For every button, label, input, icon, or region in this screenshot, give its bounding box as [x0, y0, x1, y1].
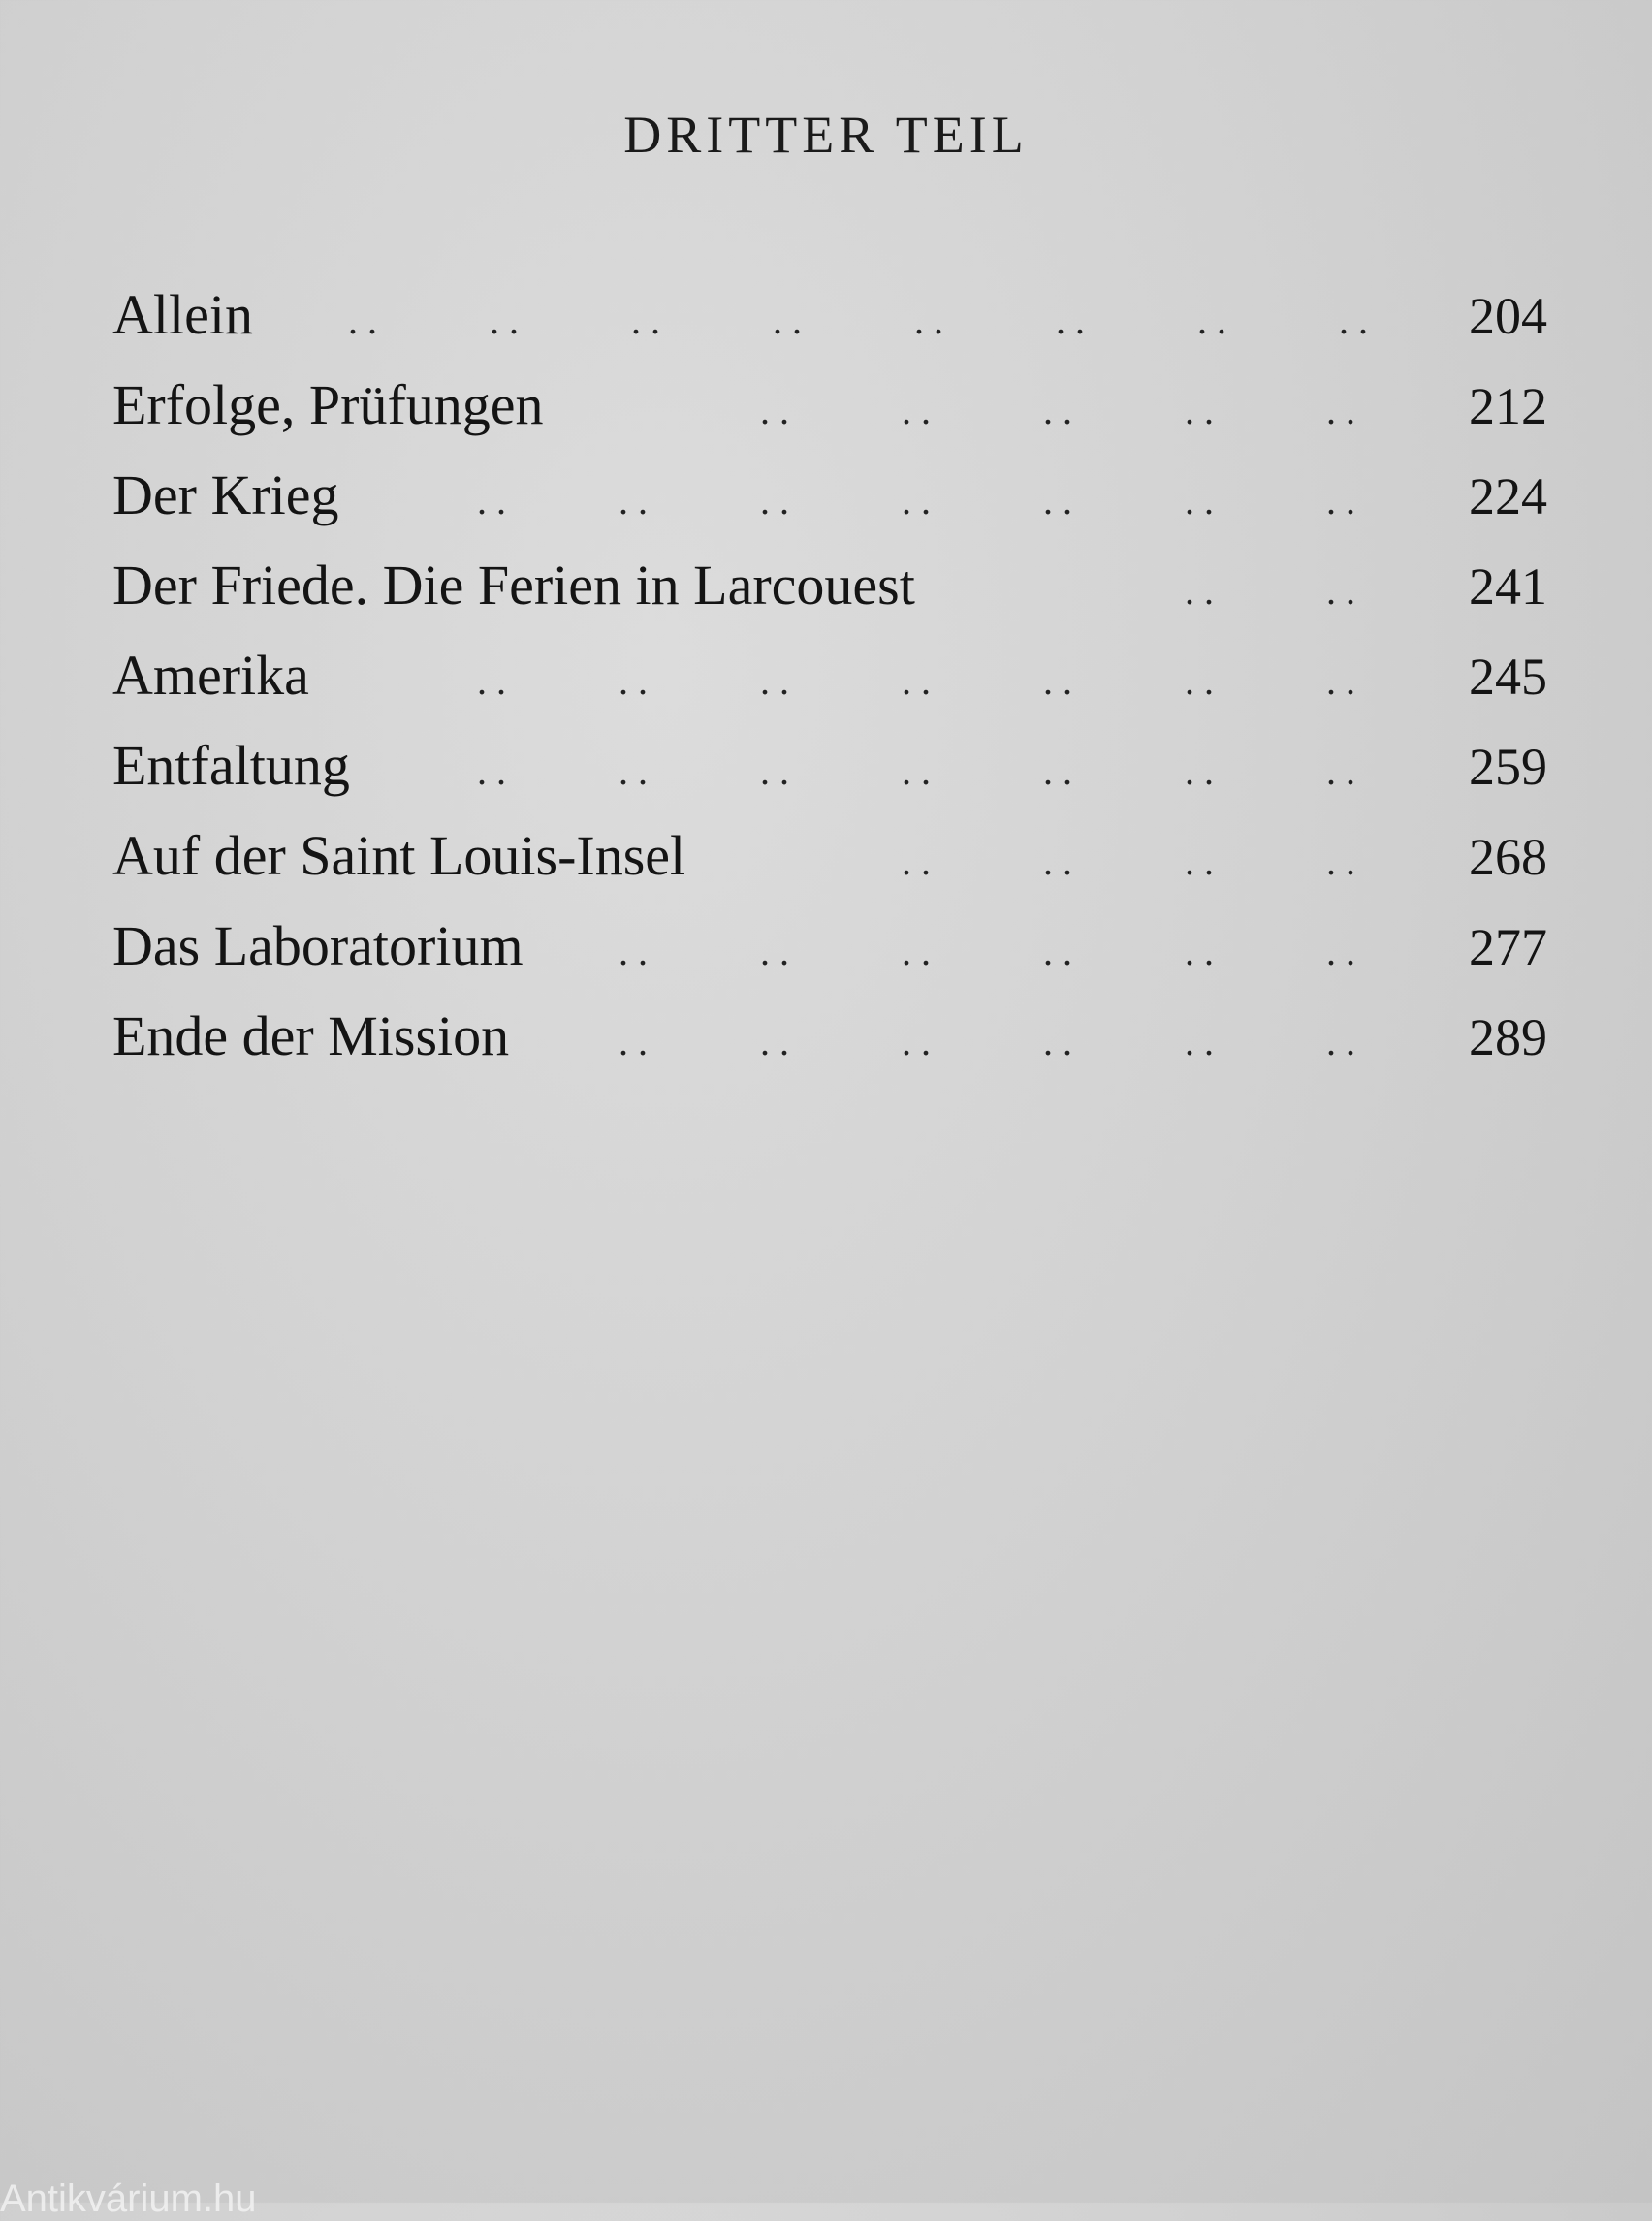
leader-dots: . . — [902, 479, 931, 523]
leader-dots: . . — [619, 749, 648, 793]
leader-dots: . . — [902, 930, 931, 973]
leader-dots: . . — [477, 479, 506, 523]
leader-dots: . . — [477, 749, 506, 793]
leader-dots: . . — [1055, 299, 1085, 342]
leader-dots: . . — [902, 840, 931, 883]
toc-entry-title: Entfaltung — [112, 734, 350, 797]
leader-dots: . . — [1043, 659, 1072, 703]
leader-dots: . . — [902, 749, 931, 793]
toc-entry — [112, 991, 1547, 1081]
toc-entry — [112, 360, 1547, 450]
leader-dots: . . — [1185, 659, 1214, 703]
dot-leader — [309, 636, 1441, 726]
leader-dots: . . — [1043, 930, 1072, 973]
leader-dots: . . — [1043, 479, 1072, 523]
leader-dots: . . — [760, 749, 789, 793]
leader-dots: . . — [1326, 749, 1355, 793]
leader-dots: . . — [1185, 840, 1214, 883]
toc-entry — [112, 810, 1547, 901]
leader-dots: . . — [1326, 479, 1355, 523]
toc-entry — [112, 720, 1547, 810]
toc-entry-title: Das Laboratorium — [112, 914, 524, 977]
toc-page-number: 268 — [1469, 828, 1547, 886]
leader-dots: . . — [619, 930, 648, 973]
toc-entry-title: Der Krieg — [112, 463, 339, 526]
part-title: DRITTER TEIL — [623, 106, 1029, 164]
toc-entry — [112, 630, 1547, 720]
leader-dots: . . — [1326, 1020, 1355, 1063]
toc-entry-title: Auf der Saint Louis-Insel — [112, 824, 686, 887]
leader-dots: . . — [1326, 840, 1355, 883]
toc-page-number: 259 — [1469, 738, 1547, 796]
leader-dots: . . — [1043, 389, 1072, 432]
toc-entry-title: Ende der Mission — [112, 1004, 510, 1067]
leader-dots: . . — [1043, 840, 1072, 883]
leader-dots: . . — [760, 930, 789, 973]
toc-entry-title: Erfolge, Prüfungen — [112, 373, 544, 436]
toc-entry-title: Amerika — [112, 644, 309, 707]
toc-page-number: 245 — [1469, 648, 1547, 706]
dot-leader — [509, 997, 1441, 1087]
leader-dots: . . — [1185, 1020, 1214, 1063]
leader-dots: . . — [1185, 930, 1214, 973]
leader-dots: . . — [902, 659, 931, 703]
toc-entry — [112, 450, 1547, 540]
leader-dots: . . — [760, 479, 789, 523]
toc-page-number: 204 — [1469, 287, 1547, 345]
leader-dots: . . — [902, 1020, 931, 1063]
leader-dots: . . — [760, 1020, 789, 1063]
leader-dots: . . — [1185, 479, 1214, 523]
dot-leader — [544, 365, 1441, 456]
dot-leader — [339, 456, 1441, 546]
dot-leader — [253, 275, 1441, 365]
toc-page-number: 241 — [1469, 557, 1547, 616]
leader-dots: . . — [1185, 749, 1214, 793]
table-of-contents — [112, 270, 1547, 1081]
leader-dots: . . — [902, 389, 931, 432]
dot-leader — [350, 726, 1441, 816]
leader-dots: . . — [913, 299, 943, 342]
leader-dots: . . — [772, 299, 802, 342]
leader-dots: . . — [1196, 299, 1226, 342]
leader-dots: . . — [760, 389, 789, 432]
leader-dots: . . — [1326, 659, 1355, 703]
leader-dots: . . — [489, 299, 519, 342]
toc-entry — [112, 901, 1547, 991]
toc-entry — [112, 270, 1547, 360]
leader-dots: . . — [1326, 930, 1355, 973]
leader-dots: . . — [760, 659, 789, 703]
leader-dots: . . — [1185, 389, 1214, 432]
dot-leader — [915, 546, 1441, 636]
leader-dots: . . — [619, 659, 648, 703]
dot-leader — [524, 906, 1441, 997]
toc-page-number: 289 — [1469, 1008, 1547, 1066]
leader-dots: . . — [477, 659, 506, 703]
leader-dots: . . — [347, 299, 377, 342]
leader-dots: . . — [1043, 749, 1072, 793]
watermark: Antikvárium.hu — [0, 2177, 257, 2220]
leader-dots: . . — [1185, 569, 1214, 613]
leader-dots: . . — [1326, 569, 1355, 613]
toc-entry-title: Allein — [112, 283, 253, 346]
toc-entry — [112, 540, 1547, 630]
leader-dots: . . — [1043, 1020, 1072, 1063]
leader-dots: . . — [1326, 389, 1355, 432]
toc-page-number: 212 — [1469, 377, 1547, 435]
leader-dots: . . — [619, 1020, 648, 1063]
leader-dots: . . — [630, 299, 660, 342]
dot-leader — [685, 816, 1441, 906]
leader-dots: . . — [619, 479, 648, 523]
toc-page-number: 224 — [1469, 467, 1547, 525]
toc-entry-title: Der Friede. Die Ferien in Larcouest — [112, 554, 915, 617]
toc-page-number: 277 — [1469, 918, 1547, 976]
leader-dots: . . — [1338, 299, 1368, 342]
